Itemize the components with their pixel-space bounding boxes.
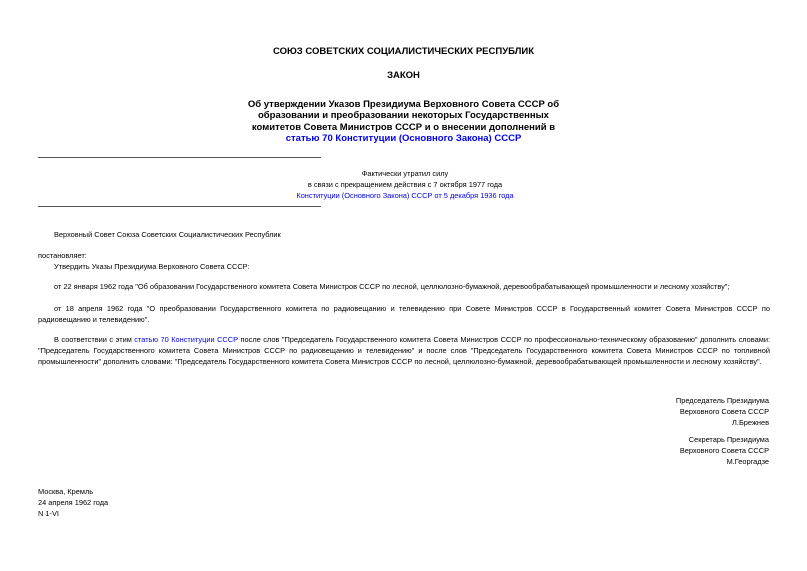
union-heading: СОЮЗ СОВЕТСКИХ СОЦИАЛИСТИЧЕСКИХ РЕСПУБЛИК <box>272 46 534 57</box>
secretary-signature <box>680 434 769 467</box>
chairman-title: Верховного Совета СССР <box>679 407 769 416</box>
article-70-link[interactable]: статью 70 Конституции СССР <box>134 335 239 344</box>
chairman-signature <box>676 395 769 428</box>
amendment-paragraph <box>38 334 770 367</box>
document-number: N 1-VI <box>38 509 59 518</box>
decree-item-2: от 18 апреля 1962 года "О преобразовании Государственного комитета по радиовещанию и телевидению при Совете Министров СССР в Государственный комитет Совета Министров СССР по радиовещанию и телевидению". <box>38 304 770 324</box>
secretary-name: М.Георгадзе <box>726 457 769 466</box>
approve-paragraph: Утвердить Указы Президиума Верховного Совета СССР: <box>54 262 250 271</box>
constitution-article-link[interactable]: статью 70 Конституции (Основного Закона) СССР <box>285 132 522 144</box>
place-and-date <box>38 486 108 519</box>
status-line: Фактически утратил силу <box>361 169 449 178</box>
title-line: комитетов Совета Министров СССР и о внесении дополнений в <box>251 121 556 133</box>
divider-top <box>38 157 321 158</box>
amendment-text: после слов "Председатель Государственного комитета Совета Министров СССР по профессионально-техническому образованию" дополнить словами: "Председатель Государственного комитета Совета Министров СССР по радиовещанию и телевидению" и после слов "Председатель Государственного комитета Совета Министров СССР по топливной промышленности" дополнить словами: "Председатель Государственного комитета Совета Министров СССР по лесной, целлюлозно-бумажной, деревообрабатывающей промышленности и лесному хозяйству". <box>38 335 771 366</box>
document-type: ЗАКОН <box>387 70 420 81</box>
document-title <box>0 99 807 144</box>
issuer-paragraph: Верховный Совет Союза Советских Социалистических Республик <box>54 230 281 239</box>
status-line: в связи с прекращением действия с 7 октября 1977 года <box>307 180 503 189</box>
constitution-1936-link[interactable]: Конституции (Основного Закона) СССР от 5 декабря 1936 года <box>296 191 514 200</box>
secretary-title: Секретарь Президиума <box>688 435 769 444</box>
divider-bottom <box>38 206 321 207</box>
status-note <box>240 168 570 201</box>
decrees-paragraph: постановляет: <box>38 251 87 260</box>
decree-item-1: от 22 января 1962 года "Об образовании Государственного комитета Совета Министров СССР по лесной, целлюлозно-бумажной, деревообрабатывающей промышленности и лесному хозяйству"; <box>54 282 730 291</box>
chairman-title: Председатель Президиума <box>675 396 769 405</box>
title-line: Об утверждении Указов Президиума Верховного Совета СССР об <box>247 99 560 110</box>
title-line: образовании и преобразовании некоторых Государственных <box>258 110 549 122</box>
date: 24 апреля 1962 года <box>38 498 109 507</box>
secretary-title: Верховного Совета СССР <box>679 446 769 455</box>
chairman-name: Л.Брежнев <box>732 418 769 427</box>
amendment-prefix: В соответствии с этим <box>54 335 132 344</box>
place: Москва, Кремль <box>38 487 94 496</box>
